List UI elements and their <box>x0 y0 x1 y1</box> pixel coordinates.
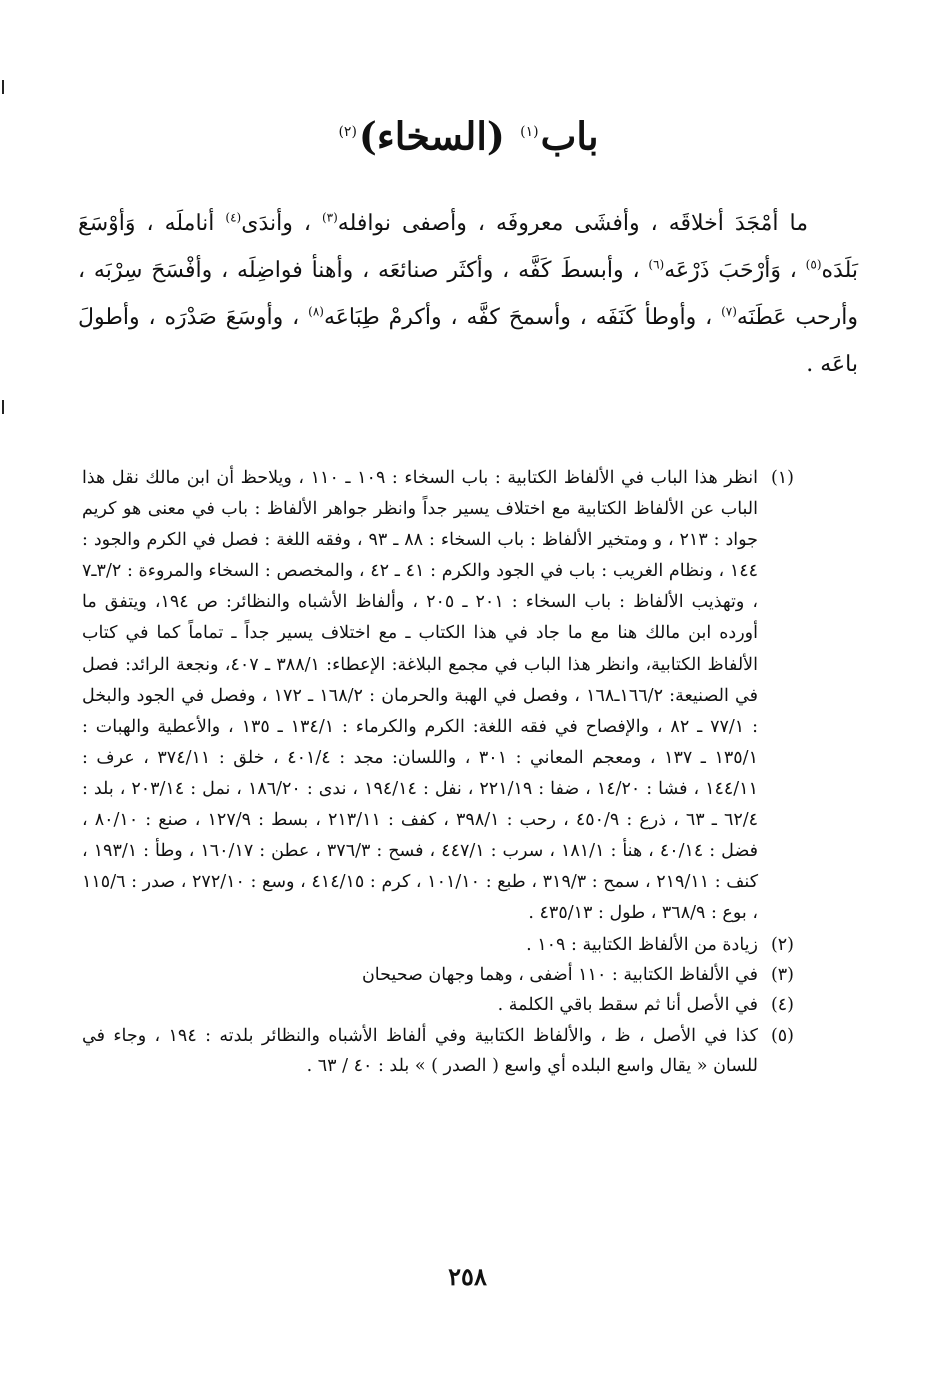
paragraph-text: أناملَه ، وَأوْسَعَ بَلَدَه <box>78 211 858 283</box>
footnote-1 <box>82 463 794 929</box>
footnote-ref: (٥) <box>805 257 822 272</box>
footnote-ref: (٧) <box>721 304 737 319</box>
paragraph-text: ، وأبسطَ كَفَّه ، وأكثَر صنائعَه ، وأهنأ فواضِلَه ، وأفْسَحَ سِرْبَه ، وأرحب عَطَنَه <box>78 258 858 330</box>
paragraph-text: ، وأوسَعَ صَدْرَه ، وأطولَ باعَه . <box>78 305 858 377</box>
page-number: ٢٥٨ <box>448 1262 487 1291</box>
paragraph-text: ، وأندَى <box>241 211 322 236</box>
title-bab: باب <box>540 113 599 159</box>
title-main: (السخاء) <box>358 113 505 159</box>
paragraph-text: ، وأوطأ كَنَفَه ، وأسمحَ كفَّه ، وأكرمْ طِبَاعَه <box>323 305 722 330</box>
footnote-ref: (٦) <box>648 257 665 272</box>
footnote-number: (٤) <box>770 995 794 1016</box>
chapter-title <box>0 108 935 161</box>
title-footnote-ref: (١) <box>520 124 539 140</box>
footnote-text: زيادة من الألفاظ الكتابية : ١٠٩ . <box>526 935 758 956</box>
footnote-number: (٣) <box>770 965 794 986</box>
footnote-ref: (٣) <box>321 210 338 225</box>
footnote-text: في الأصل أنا ثم سقط باقي الكلمة . <box>497 995 758 1016</box>
footnote-number: (١) <box>770 468 794 488</box>
scan-edge-mark <box>2 80 4 94</box>
main-paragraph <box>78 200 858 388</box>
paragraph-text: ، وَأرْحَبَ ذَرْعَه <box>664 258 806 283</box>
footnote-2 <box>82 931 794 959</box>
title-footnote-ref: (٢) <box>338 124 357 140</box>
footnote-text: في الألفاظ الكتابية : ١١٠ أضفى ، وهما وجهان صحيحان <box>361 965 758 986</box>
paragraph-text: ما أمْجَدَ أخلاقَه ، وأفشَى معروفَه ، وأصفى نوافله <box>337 211 808 236</box>
scan-edge-mark <box>2 400 4 414</box>
footnote-text: انظر هذا الباب في الألفاظ الكتابية : باب السخاء : ١٠٩ ـ ١١٠ ، ويلاحظ أن ابن مالك نقل هذا الباب عن الألفاظ الكتابية مع اختلاف يسير جداً وانظر جواهر الألفاظ : باب في معنى هو كريم جواد : ٢١٣ ، و ومتخير الألفاظ : باب السخاء : ٨٨ ـ ٩٣ ، وفقه اللغة : فصل في الكرم والجود : ١٤٤ ، ونظام الغريب : باب في الجود والكرم : ٤١ ـ ٤٢ ، والمخصص : السخاء والمروءة : ٣/٢ـ٧ ، وتهذيب الألفاظ : باب السخاء : ٢٠١ ـ ٢٠٥ ، وألفاظ الأشباه والنظائر: ص ١٩٤، ويتفق ما أورده ابن مالك هنا مع ما جاد في هذا الكتاب ـ مع اختلاف يسير جداً ـ تماماً كما في كتاب الألفاظ الكتابية، وانظر هذا الباب في مجمع البلاغة: الإعطاء: ٣٨٨/١ ـ ٤٠٧، ونجعة الرائد: فصل في الصنيعة: ١٦٦/٢ـ١٦٨ ، وفصل في الهبة والحرمان : ١٦٨/٢ ـ ١٧٢ ، وفصل في الجود والبخل : ٧٧/١ ـ ٨٢ ، والإفصاح في فقه اللغة: الكرم والكرماء : ١٣٤/١ ـ ١٣٥ ، والأعطية والهبات : ١٣٥/١ ـ ١٣٧ ، ومعجم المعاني : ٣٠١ ، واللسان: مجد : ٤٠١/٤ ، خلق : ٣٧٤/١١ ، عرف : ١٤٤/١١ ، فشا : ١٤/٢٠ ، ضفا : ٢٢١/١٩ ، نفل : ١٩٤/١٤ ، ندى : ١٨٦/٢٠ ، نمل : ٢٠٣/١٤ ، بلد : ٦٢/٤ ـ ٦٣ ، ذرع : ٤٥٠/٩ ، رحب : ٣٩٨/١ ، كفف : ٢١٣/١١ ، بسط : ١٢٧/٩ ، صنع : ٨٠/١٠ ، فضل : ٤٠/١٤ ، هنأ : ١٨١/١ ، سرب : ٤٤٧/١ ، فسح : ٣٧٦/٣ ، عطن : ١٦٠/١٧ ، وطأ : ١٩٣/١ ، كنف : ٢١٩/١١ ، سمح : ٣١٩/٣ ، طبع : ١٠١/١٠ ، كرم : ٤١٤/١٥ ، وسع : ٢٧٢/١٠ ، صدر : ١١٥/٦ ، بوع : ٣٦٨/٩ ، طول : ٤٣٥/١٣ . <box>82 468 759 924</box>
footnote-5 <box>82 1021 794 1081</box>
footnote-number: (٥) <box>770 1026 794 1047</box>
footnote-4 <box>82 991 794 1019</box>
footnote-3 <box>82 961 794 989</box>
footnote-text: كذا في الأصل ، ظ ، والألفاظ الكتابية وفي ألفاظ الأشباه والنظائر بلدته : ١٩٤ ، وجاء في للسان « يقال واسع البلده أي واسع ( الصدر ) » بلد : ٤٠ / ٦٣ . <box>82 1026 758 1077</box>
footnote-ref: (٨) <box>308 304 324 319</box>
footnote-number: (٢) <box>770 935 794 956</box>
footnote-ref: (٤) <box>225 210 242 225</box>
footnotes-section <box>82 463 794 1081</box>
